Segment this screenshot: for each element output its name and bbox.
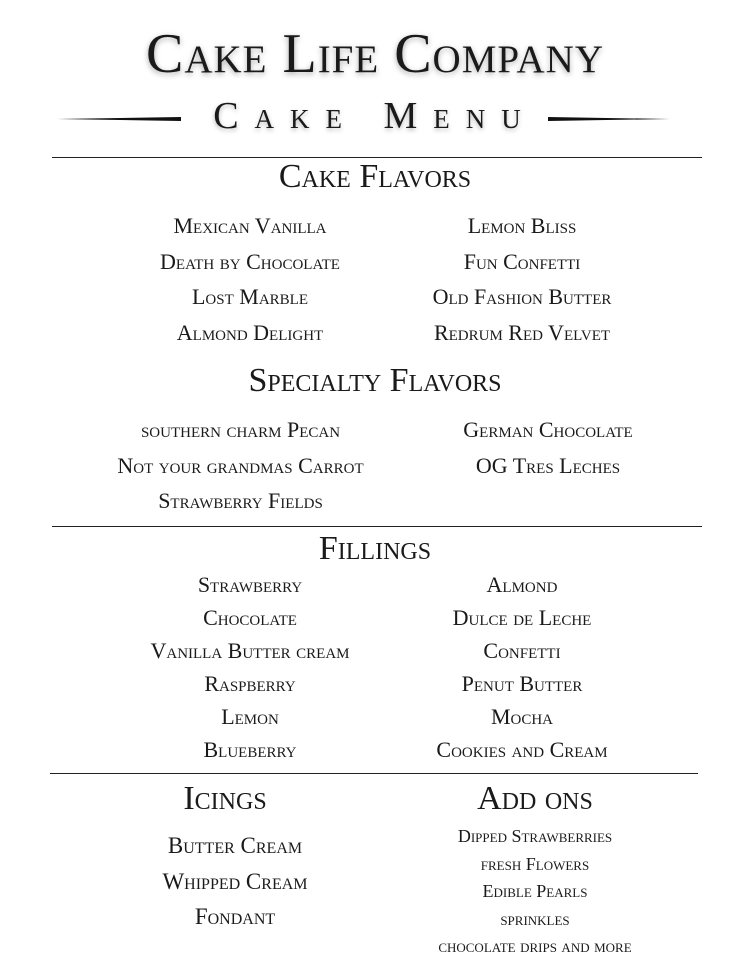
list-item: Vanilla Butter cream bbox=[150, 638, 350, 663]
list-item: Edible Pearls bbox=[482, 881, 588, 901]
list-item: chocolate drips and more bbox=[438, 936, 632, 956]
list-item: fresh Flowers bbox=[480, 853, 590, 874]
list-item: southern charm Pecan bbox=[140, 417, 341, 442]
fillings-heading: Fillings bbox=[318, 530, 432, 567]
fillings-right-list bbox=[352, 568, 692, 766]
list-item: Dipped Strawberries bbox=[457, 826, 613, 846]
specialty-flavors-heading: Specialty Flavors bbox=[248, 362, 502, 399]
list-item: sprinkles bbox=[500, 908, 570, 929]
list-item: Fondant bbox=[194, 904, 276, 929]
list-item: Strawberry Fields bbox=[158, 488, 323, 513]
list-item: Lemon Bliss bbox=[467, 213, 577, 238]
icings-list bbox=[90, 828, 380, 935]
add-ons-heading: Add ons bbox=[477, 780, 593, 817]
list-item: Lost Marble bbox=[191, 284, 308, 309]
list-item: Lemon bbox=[221, 704, 279, 729]
list-item: Raspberry bbox=[204, 671, 296, 696]
specialty-flavors-right-list bbox=[378, 412, 718, 483]
menu-subtitle: Cake Menu bbox=[213, 95, 537, 137]
list-item: Mexican Vanilla bbox=[173, 213, 327, 238]
brand-title: Cake Life Company bbox=[145, 23, 604, 85]
list-item: Almond bbox=[486, 572, 558, 597]
list-item: Almond Delight bbox=[176, 319, 324, 345]
list-item: Whipped Cream bbox=[162, 868, 308, 894]
list-item: Penut Butter bbox=[461, 671, 583, 696]
cake-flavors-right-list bbox=[352, 208, 692, 350]
list-item: Old Fashion Butter bbox=[432, 284, 612, 309]
specialty-flavors-left-list bbox=[68, 412, 413, 519]
list-item: Mocha bbox=[490, 704, 554, 729]
cake-flavors-heading: Cake Flavors bbox=[278, 158, 472, 195]
list-item: Confetti bbox=[483, 638, 561, 663]
divider-bottom bbox=[50, 773, 698, 774]
list-item: Death by Chocolate bbox=[160, 248, 340, 274]
add-ons-list bbox=[390, 823, 680, 961]
list-item: Fun Confetti bbox=[463, 248, 581, 274]
divider-middle bbox=[52, 526, 702, 527]
list-item: German Chocolate bbox=[463, 417, 633, 442]
list-item: Cookies and Cream bbox=[436, 737, 608, 762]
list-item: Butter Cream bbox=[167, 833, 303, 858]
list-item: Chocolate bbox=[203, 605, 297, 630]
list-item: Blueberry bbox=[203, 737, 297, 762]
subtitle-row bbox=[0, 92, 750, 142]
list-item: Dulce de Leche bbox=[452, 605, 592, 630]
list-item: Not your grandmas Carrot bbox=[117, 452, 364, 478]
list-item: Redrum Red Velvet bbox=[433, 319, 611, 345]
list-item: OG Tres Leches bbox=[475, 452, 621, 478]
list-item: Strawberry bbox=[197, 572, 303, 597]
icings-heading: Icings bbox=[183, 780, 267, 817]
